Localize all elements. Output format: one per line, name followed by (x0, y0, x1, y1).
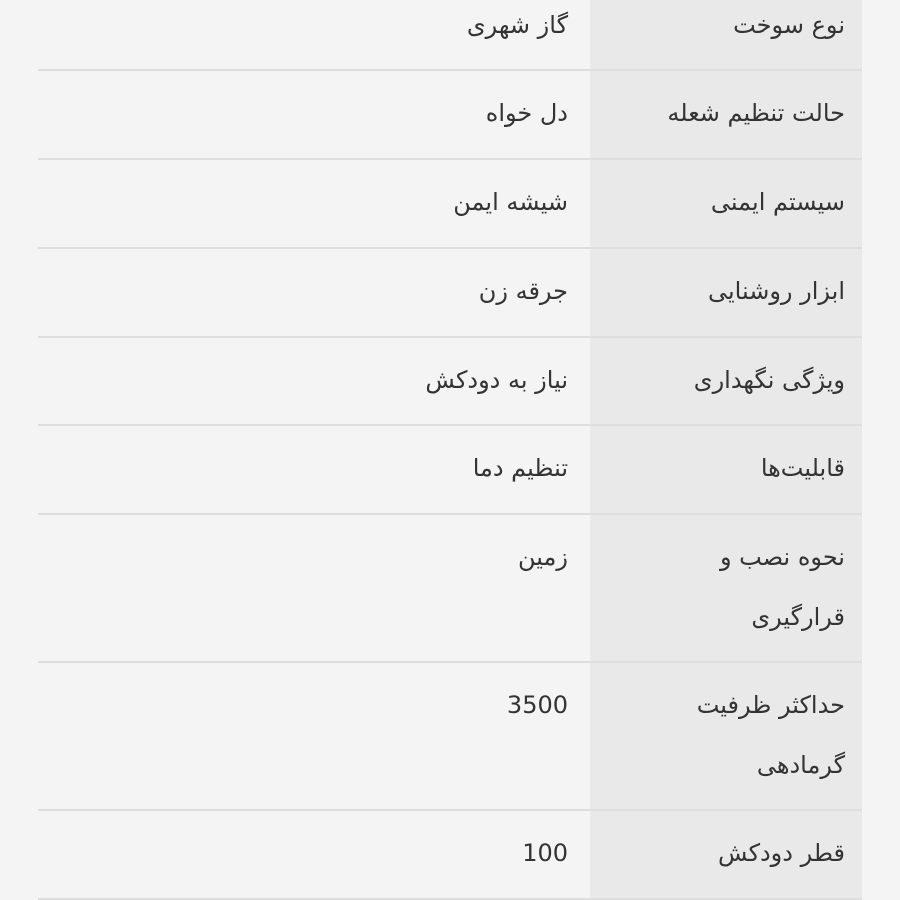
spec-label: حداکثر ظرفیت گرمادهی (696, 691, 845, 779)
spec-value: 100 (522, 839, 568, 867)
spec-row-fuel-type (38, 0, 862, 71)
spec-row-ignition (38, 249, 862, 338)
spec-label: حالت تنظیم شعله (667, 99, 845, 127)
spec-label: ابزار روشنایی (707, 277, 845, 305)
spec-value: زمین (518, 543, 568, 571)
spec-row-max-heating (38, 663, 862, 811)
spec-row-chimney-diameter (38, 811, 862, 900)
spec-label: ویژگی نگهداری (693, 366, 845, 394)
spec-rows (38, 0, 862, 900)
spec-label: قطر دودکش (717, 839, 845, 867)
spec-label: سیستم ایمنی (710, 188, 845, 216)
spec-value: نیاز به دودکش (425, 366, 568, 394)
spec-label: قابلیت‌ها (760, 454, 845, 482)
spec-value: تنظیم دما (472, 454, 568, 482)
spec-row-installation (38, 515, 862, 663)
spec-row-maintenance (38, 338, 862, 426)
spec-value: 3500 (506, 691, 568, 719)
spec-row-features (38, 426, 862, 515)
spec-label: نوع سوخت (733, 11, 845, 39)
spec-value: جرقه زن (478, 277, 568, 305)
spec-value: دل خواه (485, 99, 568, 127)
spec-row-flame-mode (38, 71, 862, 160)
spec-value: گاز شهری (466, 11, 568, 39)
spec-row-safety-system (38, 160, 862, 249)
spec-label: نحوه نصب و قرارگیری (719, 543, 845, 631)
spec-value: شیشه ایمن (453, 188, 568, 216)
